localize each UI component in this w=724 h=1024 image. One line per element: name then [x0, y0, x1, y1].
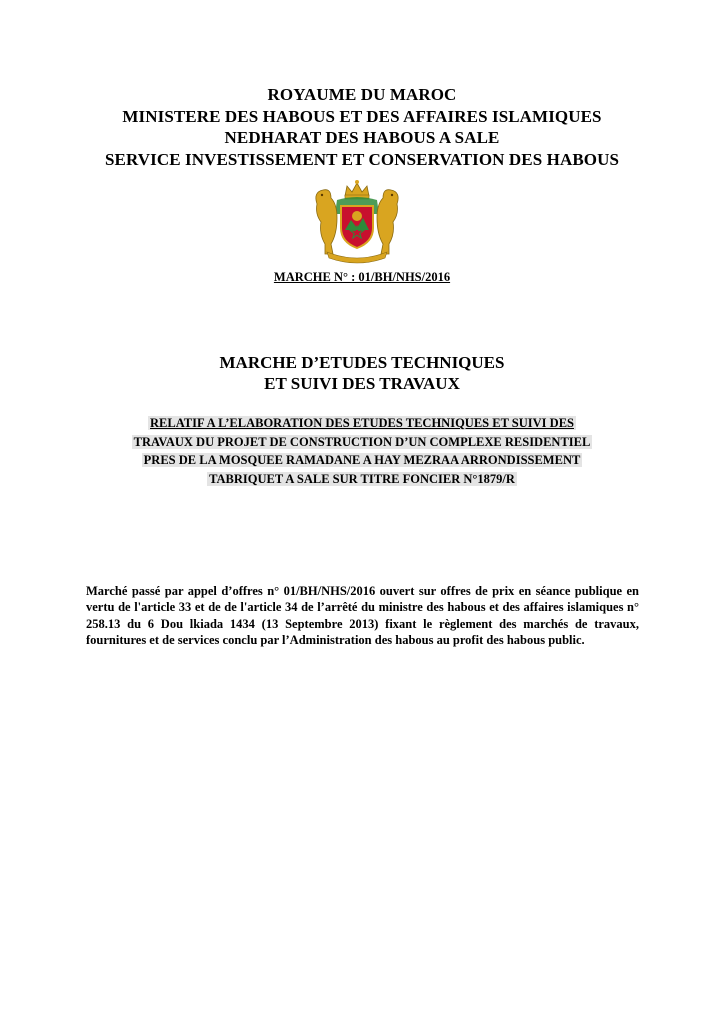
subject-line-1: [0, 414, 724, 433]
header-line-kingdom: ROYAUME DU MAROC: [267, 85, 457, 104]
subject-line-3: [0, 451, 724, 470]
subject-block: [0, 414, 724, 488]
subject-text-3: PRES DE LA MOSQUEE RAMADANE A HAY MEZRAA ARRONDISSEMENT: [143, 453, 581, 467]
subject-line-2: [0, 433, 724, 452]
subject-text-4: TABRIQUET A SALE SUR TITRE FONCIER N°1879/R: [209, 471, 515, 486]
main-title-line-2: ET SUIVI DES TRAVAUX: [264, 374, 460, 393]
header-line-nedharat: NEDHARAT DES HABOUS A SALE: [224, 128, 500, 147]
body-section: [86, 583, 639, 649]
body-paragraph: Marché passé par appel d’offres n° 01/BH/NHS/2016 ouvert sur offres de prix en séance publique en vertu de l'article 33 et de de l'article 34 de l’arrêté du ministre des habous et des affaires islamiques n° 258.13 du 6 Dou lkiada 1434 (13 Septembre 2013) fixant le règlement des marchés de travaux, fournitures et de services conclu par l’Administration des habous au profit des habous public.: [86, 584, 639, 648]
subject-text-1: RELATIF A L’ELABORATION DES ETUDES TECHNIQUES ET SUIVI DES: [150, 416, 574, 430]
marche-number-text: MARCHE N° : 01/BH/NHS/2016: [273, 270, 451, 284]
header-line-ministry: MINISTERE DES HABOUS ET DES AFFAIRES ISLAMIQUES: [122, 106, 602, 126]
marche-number: [0, 268, 724, 286]
subject-line-4: [0, 470, 724, 489]
document-header: [0, 84, 724, 170]
main-title-line-1: MARCHE D’ETUDES TECHNIQUES: [219, 353, 505, 372]
subject-text-2: TRAVAUX DU PROJET DE CONSTRUCTION D’UN COMPLEXE RESIDENTIEL: [133, 434, 591, 449]
main-title: [0, 352, 724, 394]
coat-of-arms-icon: [307, 174, 407, 264]
header-line-service: SERVICE INVESTISSEMENT ET CONSERVATION DES HABOUS: [104, 149, 620, 169]
